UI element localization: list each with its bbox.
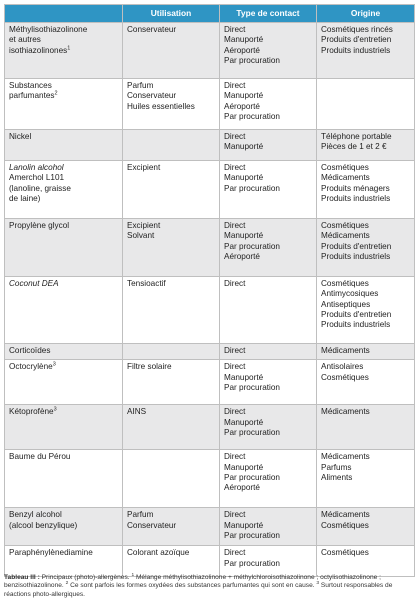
- origin-cell: [317, 23, 415, 79]
- footnote-mark: 1: [131, 572, 135, 578]
- allergen-table: [4, 4, 415, 577]
- cell-line: Manuporté: [224, 173, 264, 183]
- utilisation-cell: [123, 219, 220, 277]
- origin-cell: [317, 546, 415, 577]
- utilisation-cell: [123, 344, 220, 360]
- caption-text: Mélange méthylisothiazolinone + méthylchloroisothiazolinone ; octylisothiazolinone ; benzisothiazolinone.: [4, 574, 381, 590]
- table-row: [5, 344, 415, 360]
- contact-type-cell: [220, 23, 317, 79]
- cell-line: Produits d'entretien: [321, 35, 392, 45]
- cell-line: Parfum: [127, 81, 154, 90]
- origin-cell: [317, 508, 415, 546]
- table-row: [5, 508, 415, 546]
- table-caption: [4, 574, 414, 599]
- cell-line: isothiazolinones$^1$: [9, 44, 71, 55]
- origin-cell: [317, 344, 415, 360]
- table-row: [5, 405, 415, 450]
- cell-line: et autres: [9, 35, 41, 45]
- cell-line: Direct: [224, 25, 246, 34]
- substance-cell: [5, 546, 123, 577]
- table-body: [5, 23, 415, 577]
- cell-line: AINS: [127, 407, 147, 417]
- cell-line: Médicaments: [321, 510, 370, 520]
- cell-line: Par procuration: [224, 55, 280, 65]
- cell-line: (lanoline, graisse: [9, 183, 71, 193]
- table-row: [5, 23, 415, 79]
- cell-line: parfumantes$^2$: [9, 90, 58, 101]
- footnote-mark: 2: [65, 581, 69, 587]
- cell-line: Par procuration: [224, 241, 280, 251]
- cell-line: Médicaments: [321, 231, 370, 241]
- origin-cell: [317, 360, 415, 405]
- cell-line: Corticoïdes: [9, 346, 51, 355]
- cell-line: Kétoprofène$^3$: [9, 406, 57, 417]
- cell-line: Produits industriels: [321, 193, 391, 203]
- cell-line: Manuporté: [224, 142, 264, 152]
- cell-line: Produits industriels: [321, 251, 391, 261]
- cell-line: Direct: [224, 407, 246, 417]
- table-row: [5, 219, 415, 277]
- table-row: [5, 450, 415, 508]
- cell-line: Substances: [9, 81, 52, 90]
- cell-line: Par procuration: [224, 382, 280, 392]
- cell-line: Manuporté: [224, 417, 264, 427]
- cell-line: Cosmétiques: [321, 520, 369, 530]
- origin-cell: [317, 219, 415, 277]
- cell-line: Conservateur: [127, 520, 177, 530]
- cell-line: Baume du Pérou: [9, 452, 71, 462]
- cell-line: Benzyl alcohol: [9, 510, 62, 520]
- cell-line: Par procuration: [224, 472, 280, 482]
- utilisation-cell: [123, 546, 220, 577]
- contact-type-cell: [220, 546, 317, 577]
- cell-line: Par procuration: [224, 530, 280, 540]
- caption-text: Ce sont parfois les formes oxydées des substances parfumantes qui sont en cause.: [68, 582, 317, 590]
- cell-line: Produits ménagers: [321, 183, 390, 193]
- cell-line: Médicaments: [321, 346, 370, 355]
- cell-line: Direct: [224, 279, 246, 288]
- cell-line: Filtre solaire: [127, 362, 172, 372]
- caption-label: Tableau III :: [4, 574, 40, 581]
- header-type-contact: Type de contact: [220, 5, 317, 23]
- cell-line: Produits d'entretien: [321, 241, 392, 251]
- contact-type-cell: [220, 450, 317, 508]
- contact-type-cell: [220, 360, 317, 405]
- cell-line: Cosmétiques: [321, 221, 369, 230]
- cell-line: Manuporté: [224, 231, 264, 241]
- cell-line: Huiles essentielles: [127, 101, 195, 111]
- cell-line: Antiseptiques: [321, 299, 371, 309]
- substance-cell: [5, 277, 123, 344]
- cell-line: Direct: [224, 510, 246, 520]
- contact-type-cell: [220, 130, 317, 161]
- contact-type-cell: [220, 508, 317, 546]
- cell-line: Direct: [224, 548, 246, 558]
- header-utilisation: Utilisation: [123, 5, 220, 23]
- cell-line: Direct: [224, 163, 246, 172]
- utilisation-cell: [123, 405, 220, 450]
- cell-line: Excipient: [127, 221, 161, 230]
- cell-line: Méthylisothiazolinone: [9, 25, 88, 34]
- footnote-mark: 3: [52, 361, 56, 368]
- cell-line: Tensioactif: [127, 279, 166, 288]
- cell-line: Direct: [224, 81, 246, 90]
- origin-cell: [317, 405, 415, 450]
- utilisation-cell: [123, 508, 220, 546]
- substance-cell: [5, 161, 123, 219]
- origin-cell: [317, 79, 415, 130]
- cell-line: Médicaments: [321, 173, 370, 183]
- cell-line: Direct: [224, 452, 246, 462]
- cell-line: Direct: [224, 132, 246, 141]
- substance-cell: [5, 130, 123, 161]
- cell-line: Médicaments: [321, 407, 370, 417]
- caption-text: Surtout responsables de réactions photo-allergiques.: [4, 582, 393, 598]
- cell-line: Lanolin alcohol: [9, 163, 64, 172]
- substance-cell: [5, 219, 123, 277]
- substance-cell: [5, 23, 123, 79]
- cell-line: Manuporté: [224, 35, 264, 45]
- substance-cell: [5, 405, 123, 450]
- cell-line: Cosmétiques rincés: [321, 25, 393, 34]
- cell-line: Antimycosiques: [321, 289, 379, 299]
- cell-line: Colorant azoïque: [127, 548, 190, 558]
- origin-cell: [317, 450, 415, 508]
- cell-line: Cosmétiques: [321, 548, 369, 558]
- cell-line: Direct: [224, 362, 246, 372]
- table-row: [5, 79, 415, 130]
- cell-line: Solvant: [127, 231, 155, 241]
- origin-cell: [317, 277, 415, 344]
- contact-type-cell: [220, 79, 317, 130]
- cell-line: Produits industriels: [321, 45, 391, 55]
- cell-line: Par procuration: [224, 558, 280, 568]
- contact-type-cell: [220, 277, 317, 344]
- cell-line: Cosmétiques: [321, 163, 369, 172]
- table-row: [5, 130, 415, 161]
- cell-line: (alcool benzylique): [9, 520, 78, 530]
- cell-line: Conservateur: [127, 91, 177, 101]
- utilisation-cell: [123, 79, 220, 130]
- contact-type-cell: [220, 405, 317, 450]
- cell-line: Aliments: [321, 472, 353, 482]
- cell-line: Par procuration: [224, 427, 280, 437]
- cell-line: Antisolaires: [321, 362, 364, 372]
- caption-text: Principaux (photo)-allergènes.: [39, 574, 132, 581]
- cell-line: Aéroporté: [224, 45, 260, 55]
- cell-line: Direct: [224, 346, 246, 355]
- cell-line: Nickel: [9, 132, 32, 141]
- footnote-mark: 3: [53, 406, 57, 413]
- cell-line: Excipient: [127, 163, 161, 172]
- utilisation-cell: [123, 130, 220, 161]
- cell-line: Manuporté: [224, 520, 264, 530]
- cell-line: Cosmétiques: [321, 279, 369, 288]
- cell-line: de laine): [9, 193, 41, 203]
- table-row: [5, 546, 415, 577]
- utilisation-cell: [123, 23, 220, 79]
- footnote-mark: 2: [54, 90, 58, 97]
- cell-line: Par procuration: [224, 183, 280, 193]
- cell-line: Paraphénylènediamine: [9, 548, 93, 558]
- cell-line: Propylène glycol: [9, 221, 70, 230]
- cell-line: Téléphone portable: [321, 132, 392, 141]
- cell-line: Médicaments: [321, 452, 370, 462]
- contact-type-cell: [220, 344, 317, 360]
- footnote-mark: 3: [316, 581, 320, 587]
- contact-type-cell: [220, 161, 317, 219]
- table-row: [5, 161, 415, 219]
- substance-cell: [5, 79, 123, 130]
- cell-line: Produits industriels: [321, 320, 391, 330]
- utilisation-cell: [123, 161, 220, 219]
- cell-line: Cosmétiques: [321, 372, 369, 382]
- cell-line: Aéroporté: [224, 101, 260, 111]
- substance-cell: [5, 360, 123, 405]
- cell-line: Produits d'entretien: [321, 309, 392, 319]
- utilisation-cell: [123, 450, 220, 508]
- origin-cell: [317, 161, 415, 219]
- contact-type-cell: [220, 219, 317, 277]
- footnote-mark: 1: [67, 44, 71, 51]
- header-substance: [5, 5, 123, 23]
- cell-line: Aéroporté: [224, 251, 260, 261]
- table-row: [5, 360, 415, 405]
- substance-cell: [5, 450, 123, 508]
- cell-line: Par procuration: [224, 111, 280, 121]
- cell-line: Parfum: [127, 510, 154, 520]
- cell-line: Manuporté: [224, 372, 264, 382]
- cell-line: Coconut DEA: [9, 279, 59, 288]
- table-header-row: [5, 5, 415, 23]
- substance-cell: [5, 344, 123, 360]
- cell-line: Direct: [224, 221, 246, 230]
- cell-line: Parfums: [321, 462, 352, 472]
- header-origine: Origine: [317, 5, 415, 23]
- cell-line: Aéroporté: [224, 483, 260, 493]
- utilisation-cell: [123, 277, 220, 344]
- table-row: [5, 277, 415, 344]
- substance-cell: [5, 508, 123, 546]
- cell-line: Octocrylène$^3$: [9, 361, 56, 372]
- origin-cell: [317, 130, 415, 161]
- cell-line: Manuporté: [224, 462, 264, 472]
- cell-line: Amerchol L101: [9, 173, 65, 183]
- cell-line: Pièces de 1 et 2 €: [321, 142, 387, 152]
- utilisation-cell: [123, 360, 220, 405]
- cell-line: Conservateur: [127, 25, 177, 34]
- cell-line: Manuporté: [224, 91, 264, 101]
